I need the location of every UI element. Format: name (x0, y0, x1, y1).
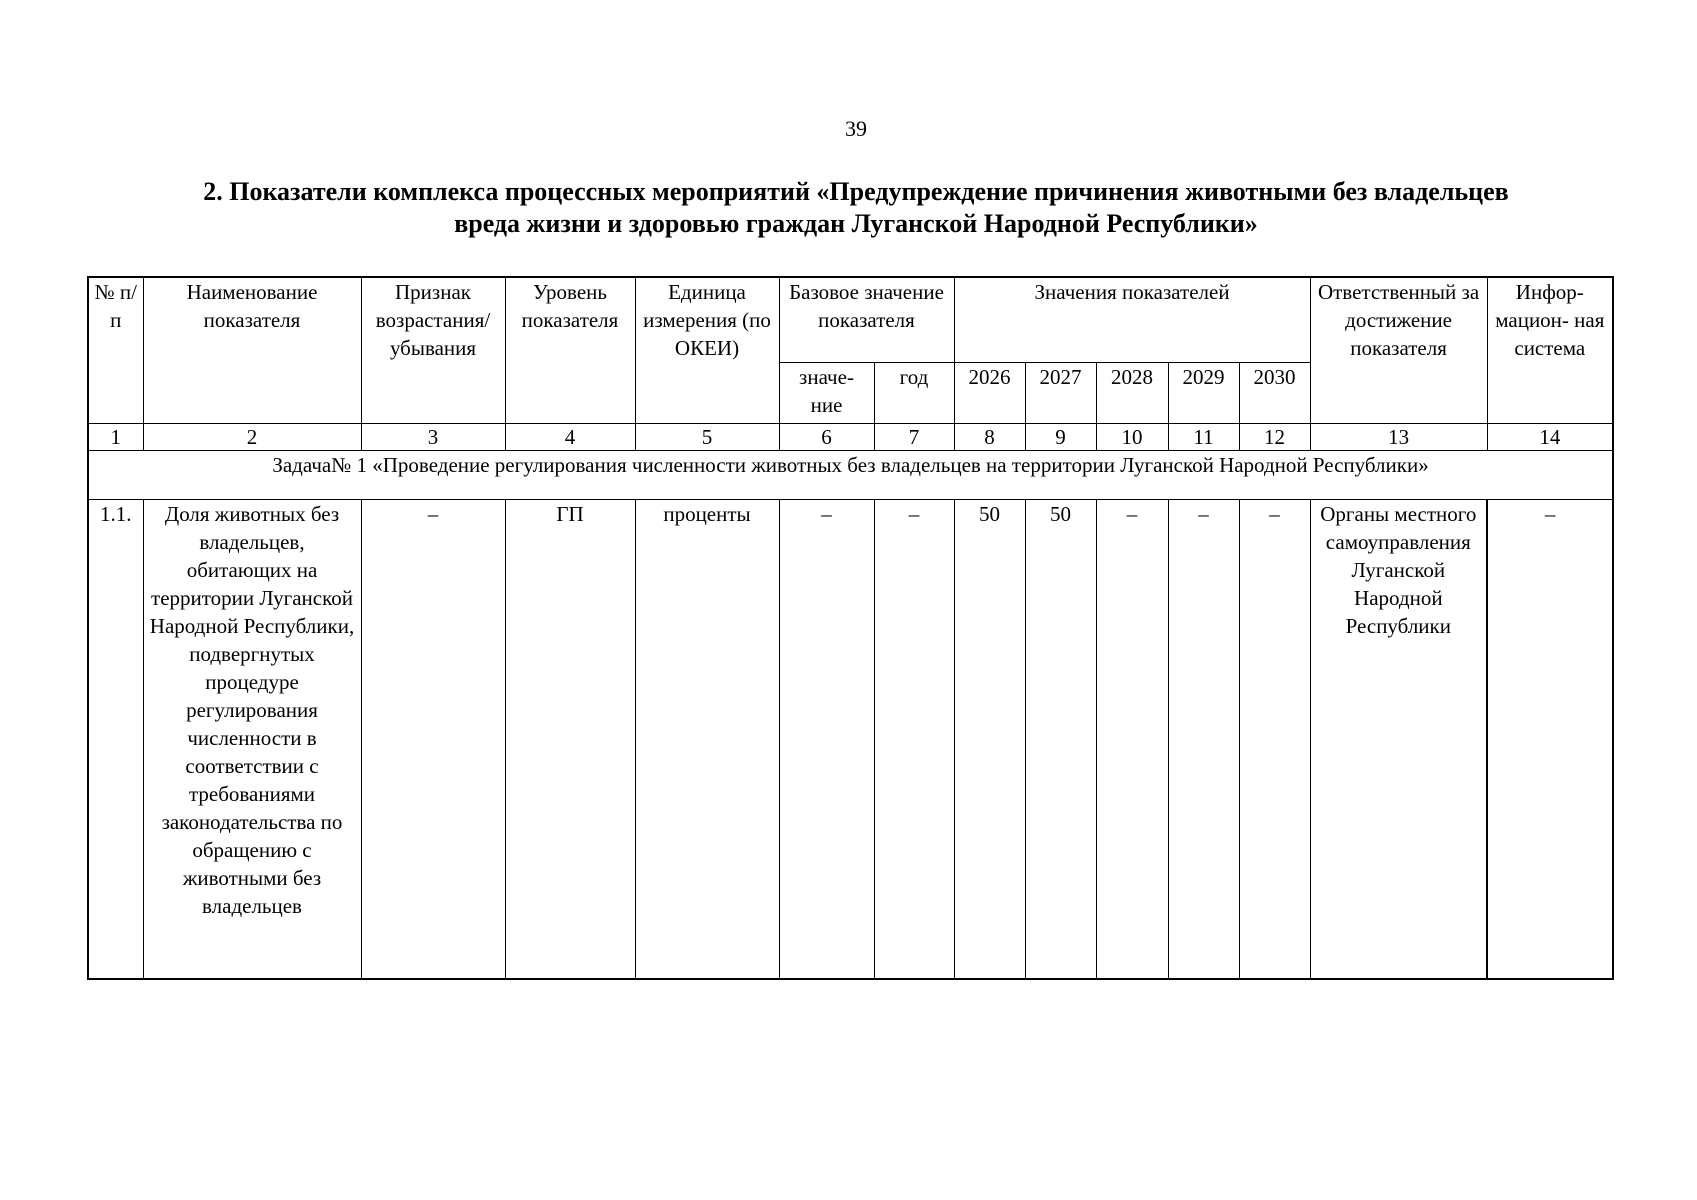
header-base-value: значе- ние (779, 363, 874, 424)
header-name: Наименование показателя (143, 277, 361, 424)
column-number: 14 (1487, 424, 1613, 451)
header-year-2027: 2027 (1025, 363, 1096, 424)
page-number: 39 (845, 116, 867, 141)
header-sign: Признак возрастания/ убывания (361, 277, 505, 424)
header-responsible: Ответственный за достижение показателя (1310, 277, 1487, 424)
row-name: Доля животных без владельцев, обитающих на территории Луганской Народной Республики, подвергнутых процедуре регулирования численности в соответствии с требованиями законодательства по обращению с животными без владельцев (143, 500, 361, 980)
row-value-2030: – (1239, 500, 1310, 980)
task-row (88, 451, 1613, 500)
row-info-system: – (1487, 500, 1613, 980)
row-value-2027: 50 (1025, 500, 1096, 980)
column-number: 11 (1168, 424, 1239, 451)
page-title-line-1: 2. Показатели комплекса процессных мероприятий «Предупреждение причинения животными без владельцев (203, 177, 1509, 206)
header-level: Уровень показателя (505, 277, 635, 424)
column-number: 5 (635, 424, 779, 451)
column-number: 12 (1239, 424, 1310, 451)
column-number: 1 (88, 424, 143, 451)
indicators-table (87, 276, 1614, 980)
page-title-line-2: вреда жизни и здоровью граждан Луганской Народной Республики» (454, 209, 1258, 238)
header-num: № п/п (88, 277, 143, 424)
column-number: 8 (954, 424, 1025, 451)
row-base-value: – (779, 500, 874, 980)
header-row-1 (88, 277, 1613, 363)
header-base-year: год (874, 363, 954, 424)
row-level: ГП (505, 500, 635, 980)
header-year-2030: 2030 (1239, 363, 1310, 424)
header-year-2026: 2026 (954, 363, 1025, 424)
row-value-2029: – (1168, 500, 1239, 980)
column-number: 3 (361, 424, 505, 451)
header-unit: Единица измерения (по ОКЕИ) (635, 277, 779, 424)
column-number: 4 (505, 424, 635, 451)
header-year-2028: 2028 (1096, 363, 1168, 424)
row-value-2028: – (1096, 500, 1168, 980)
task-title: Задача№ 1 «Проведение регулирования численности животных без владельцев на территории Луганской Народной Республики» (88, 451, 1613, 500)
header-year-2029: 2029 (1168, 363, 1239, 424)
page-title (100, 176, 1612, 240)
header-base: Базовое значение показателя (779, 277, 954, 363)
column-number-row (88, 424, 1613, 451)
table-row (88, 500, 1613, 980)
row-unit: проценты (635, 500, 779, 980)
row-value-2026: 50 (954, 500, 1025, 980)
column-number: 2 (143, 424, 361, 451)
column-number: 9 (1025, 424, 1096, 451)
row-responsible: Органы местного самоуправления Луганской Народной Республики (1310, 500, 1487, 980)
column-number: 13 (1310, 424, 1487, 451)
column-number: 10 (1096, 424, 1168, 451)
row-sign: – (361, 500, 505, 980)
header-info-system: Инфор- мацион- ная система (1487, 277, 1613, 424)
row-base-year: – (874, 500, 954, 980)
column-number: 6 (779, 424, 874, 451)
row-num: 1.1. (88, 500, 143, 980)
column-number: 7 (874, 424, 954, 451)
header-values: Значения показателей (954, 277, 1310, 363)
